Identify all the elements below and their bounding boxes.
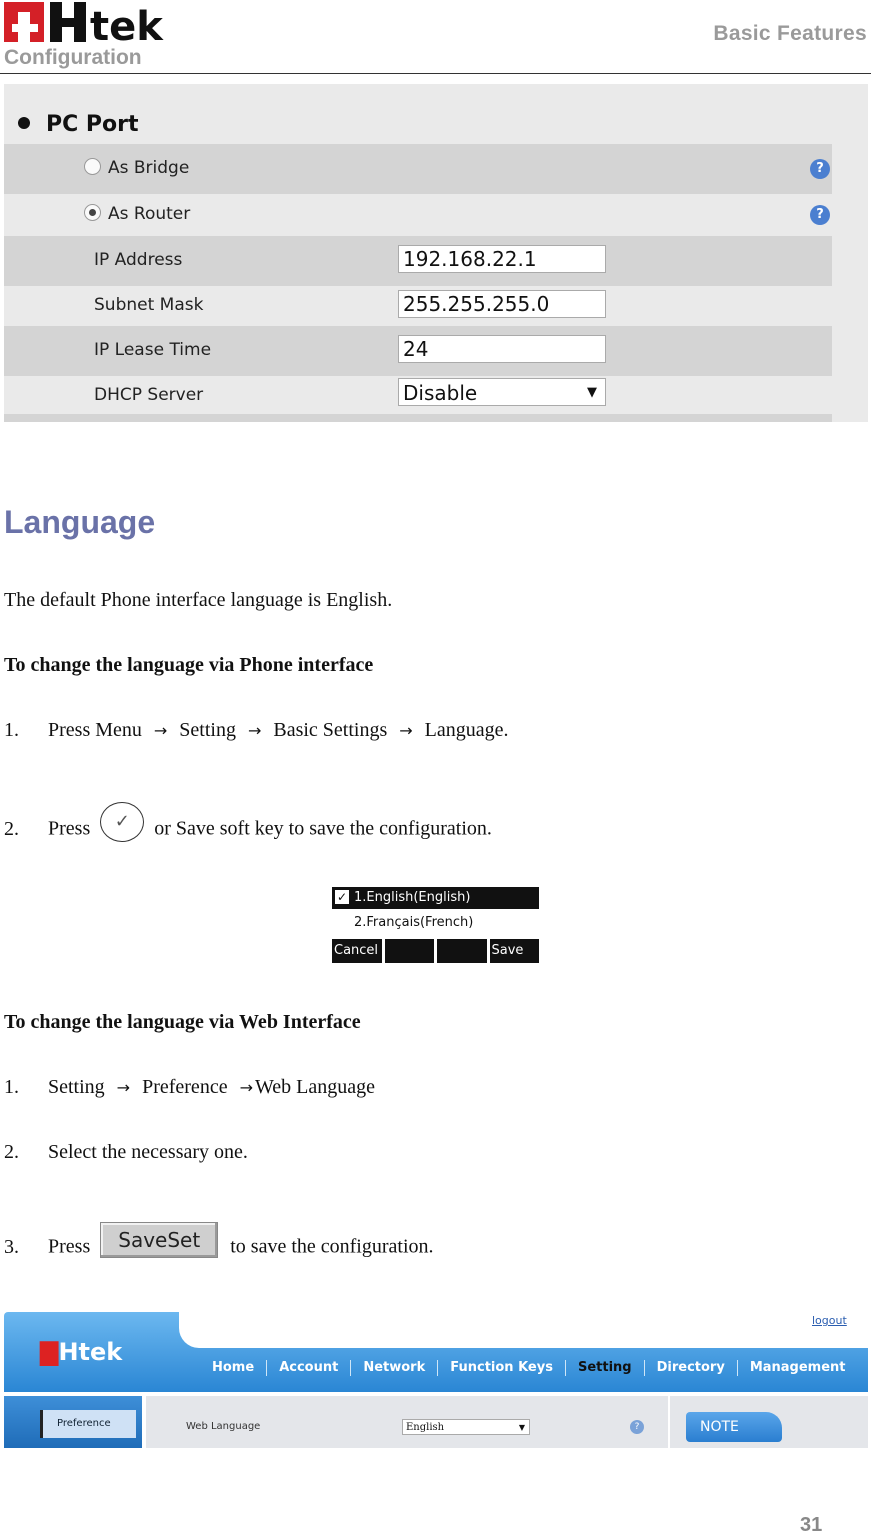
web-step-3: 3. Press SaveSet to save the configuration. bbox=[4, 1230, 434, 1266]
intro-text: The default Phone interface language is English. bbox=[4, 589, 393, 611]
row-ip-lease-time bbox=[4, 326, 832, 376]
dhcp-server-label: DHCP Server bbox=[94, 385, 204, 405]
pc-port-panel bbox=[4, 84, 868, 422]
nav-account[interactable]: Account bbox=[267, 1360, 351, 1376]
header-section: Configuration bbox=[4, 46, 142, 69]
web-language-label: Web Language bbox=[186, 1421, 261, 1432]
row-strip bbox=[4, 414, 832, 422]
as-bridge-label: As Bridge bbox=[108, 158, 190, 178]
logo-mark-icon: ▇ bbox=[40, 1338, 59, 1366]
arrow-icon: → bbox=[239, 1078, 253, 1097]
phone-heading: To change the language via Phone interface bbox=[4, 654, 374, 676]
arrow-icon: → bbox=[247, 721, 262, 740]
web-step-2: 2. Select the necessary one. bbox=[4, 1141, 248, 1163]
row-as-bridge bbox=[4, 144, 832, 194]
ip-address-input[interactable] bbox=[398, 245, 606, 273]
language-option-french[interactable]: 2.Français(French) bbox=[354, 915, 474, 930]
dropdown-arrow-icon: ▼ bbox=[518, 1423, 525, 1432]
saveset-button[interactable]: SaveSet bbox=[100, 1222, 218, 1258]
sidebar-item-preference[interactable]: Preference bbox=[40, 1410, 136, 1438]
row-as-router bbox=[4, 190, 832, 240]
web-sidebar bbox=[4, 1396, 142, 1448]
empty-softkey bbox=[437, 939, 487, 963]
nav-network[interactable]: Network bbox=[351, 1360, 438, 1376]
help-icon[interactable]: ? bbox=[810, 205, 830, 225]
web-logo: ▇Htek bbox=[40, 1338, 123, 1366]
dhcp-server-select[interactable]: Disable ▼ bbox=[398, 378, 606, 406]
nav-home[interactable]: Home bbox=[200, 1360, 267, 1376]
subnet-mask-label: Subnet Mask bbox=[94, 295, 204, 315]
web-heading: To change the language via Web Interface bbox=[4, 1011, 361, 1033]
nav-directory[interactable]: Directory bbox=[645, 1360, 738, 1376]
softkey-bar bbox=[332, 939, 539, 963]
as-bridge-radio[interactable] bbox=[84, 158, 101, 175]
section-heading: Language bbox=[4, 504, 156, 540]
nav-management[interactable]: Management bbox=[749, 1360, 846, 1375]
save-softkey[interactable]: Save bbox=[490, 939, 540, 963]
row-subnet-mask bbox=[4, 281, 832, 331]
ip-lease-time-label: IP Lease Time bbox=[94, 340, 212, 360]
empty-softkey bbox=[385, 939, 435, 963]
arrow-icon: → bbox=[153, 721, 168, 740]
ip-lease-time-input[interactable] bbox=[398, 335, 606, 363]
phone-step-1: 1. Press Menu → Setting → Basic Settings → Language. bbox=[4, 719, 509, 741]
phone-step-2: 2. Press ✓ or Save soft key to save the configuration. bbox=[4, 810, 492, 850]
web-ui-screenshot bbox=[4, 1312, 868, 1448]
row-ip-address bbox=[4, 236, 832, 286]
htek-logo bbox=[4, 2, 190, 42]
cancel-softkey[interactable]: Cancel bbox=[332, 939, 382, 963]
page-number: 31 bbox=[800, 1514, 823, 1536]
svg-text:tek: tek bbox=[90, 4, 163, 42]
header-divider bbox=[0, 73, 871, 74]
web-language-select[interactable]: English ▼ bbox=[402, 1419, 530, 1435]
arrow-icon: → bbox=[116, 1078, 131, 1097]
as-router-radio[interactable] bbox=[84, 204, 101, 221]
ip-address-label: IP Address bbox=[94, 250, 183, 270]
web-header-white bbox=[179, 1312, 868, 1348]
help-icon[interactable]: ? bbox=[630, 1420, 644, 1434]
bullet-icon bbox=[18, 117, 30, 129]
pc-port-title: PC Port bbox=[18, 112, 139, 137]
web-nav bbox=[200, 1360, 858, 1376]
nav-setting[interactable]: Setting bbox=[566, 1360, 645, 1376]
dropdown-arrow-icon: ▼ bbox=[587, 385, 597, 400]
language-option-english[interactable]: ✓ 1.English(English) bbox=[332, 887, 539, 909]
web-main bbox=[146, 1396, 668, 1448]
help-icon[interactable]: ? bbox=[810, 159, 830, 179]
phone-language-screen bbox=[332, 887, 539, 963]
ok-key-icon: ✓ bbox=[100, 802, 144, 842]
note-tab[interactable]: NOTE bbox=[686, 1412, 782, 1442]
arrow-icon: → bbox=[399, 721, 413, 740]
nav-function-keys[interactable]: Function Keys bbox=[438, 1360, 566, 1376]
subnet-mask-input[interactable] bbox=[398, 290, 606, 318]
checkbox-checked-icon: ✓ bbox=[336, 890, 348, 904]
web-step-1: 1. Setting → Preference → Web Language bbox=[4, 1076, 375, 1098]
logout-link[interactable]: logout bbox=[812, 1314, 847, 1327]
as-router-label: As Router bbox=[108, 204, 191, 224]
header-chapter: Basic Features bbox=[713, 22, 867, 45]
